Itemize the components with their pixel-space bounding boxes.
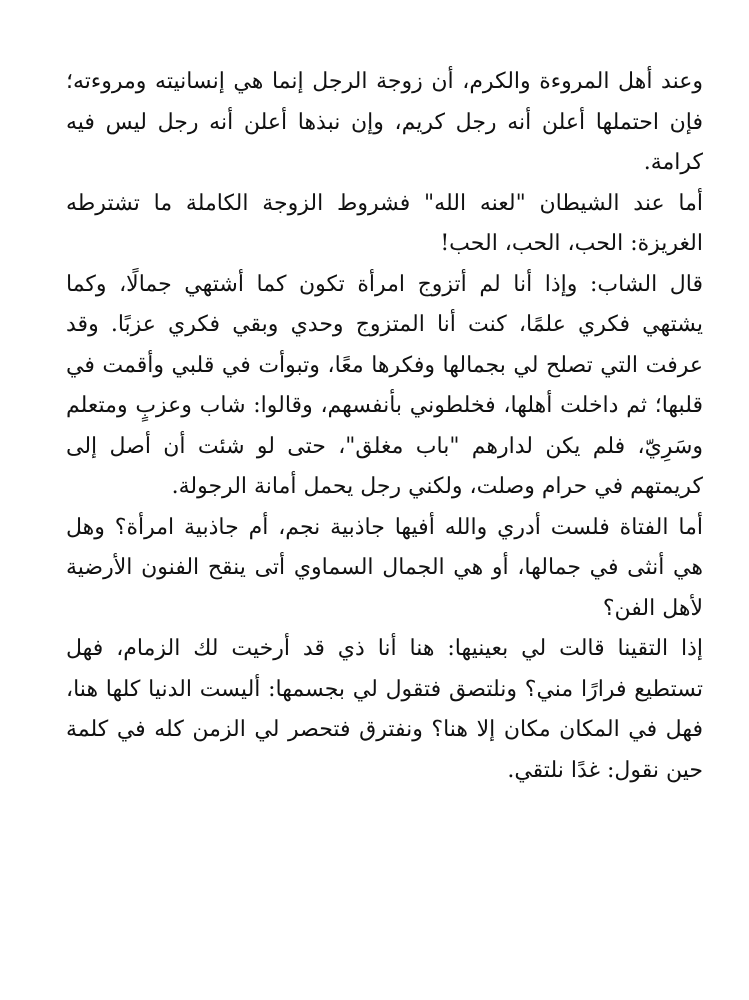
- paragraph-1: وعند أهل المروءة والكرم، أن زوجة الرجل إنما هي إنسانيته ومروءته؛ فإن احتملها أعلن أنه رجل كريم، وإن نبذها أعلن أنه رجل ليس فيه كرامة.: [66, 69, 703, 175]
- paragraph-2: أما عند الشيطان "لعنه الله" فشروط الزوجة الكاملة ما تشترطه الغريزة: الحب، الحب، الحب!: [66, 190, 703, 256]
- document-body: [66, 62, 703, 791]
- paragraph-5: إذا التقينا قالت لي بعينيها: هنا أنا ذي قد أرخيت لك الزمام، فهل تستطيع فرارًا مني؟ ونلتصق فتقول لي بجسمها: أليست الدنيا كلها هنا، فهل في المكان مكان إلا هنا؟ ونفترق فتحصر لي الزمن كله في كلمة حين نقول: غدًا نلتقي.: [66, 636, 703, 783]
- paragraph-3: قال الشاب: وإذا أنا لم أتزوج امرأة تكون كما أشتهي جمالًا، وكما يشتهي فكري علمًا، كنت أنا المتزوج وحدي وبقي فكري عزبًا. وقد عرفت التي تصلح لي بجمالها وفكرها معًا، وتبوأت في قلبي وأقمت في قلبها؛ ثم داخلت أهلها، فخلطوني بأنفسهم، وقالوا: شاب وعزبٍ ومتعلم وسَرِيّ، فلم يكن لدارهم "باب مغلق"، حتى لو شئت أن أصل إلى كريمتهم في حرام وصلت، ولكني رجل يحمل أمانة الرجولة.: [66, 271, 703, 499]
- paragraph-4: أما الفتاة فلست أدري والله أفيها جاذبية نجم، أم جاذبية امرأة؟ وهل هي أنثى في جمالها، أو هي الجمال السماوي أتى ينقح الفنون الأرضية لأهل الفن؟: [66, 514, 703, 621]
